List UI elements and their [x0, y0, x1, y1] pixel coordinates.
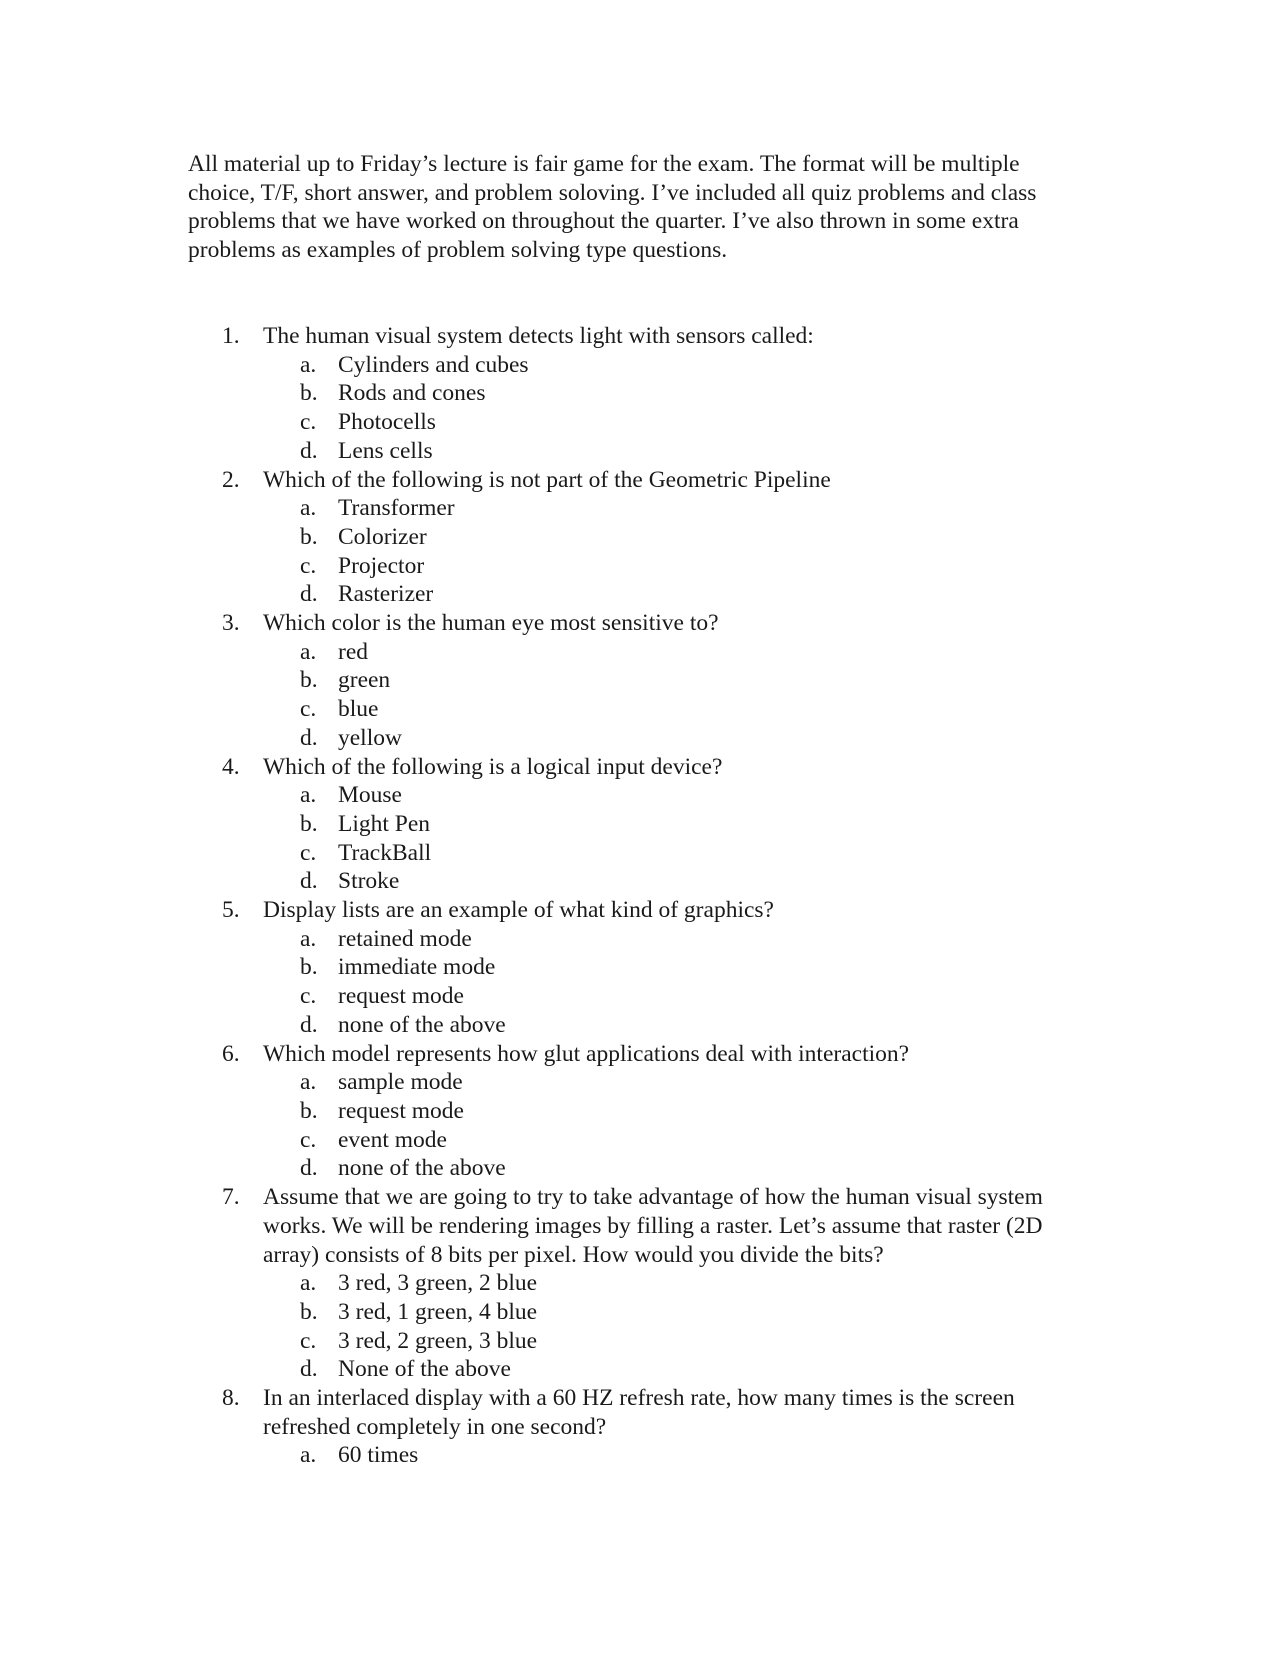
- option-text: Transformer: [338, 495, 455, 522]
- question-text: In an interlaced display with a 60 HZ refresh rate, how many times is the screen refreshed completely in one second?: [263, 1385, 1015, 1440]
- option-list: [263, 1068, 1100, 1183]
- option-text: 3 red, 1 green, 4 blue: [338, 1298, 538, 1325]
- question-number: 4.: [222, 753, 240, 780]
- option-letter: a.: [300, 782, 317, 809]
- answer-option: [263, 552, 1100, 581]
- answer-option: [263, 839, 1100, 868]
- option-letter: d.: [300, 868, 318, 895]
- question-list: [220, 322, 1100, 1470]
- question-item: [220, 753, 1100, 897]
- option-text: none of the above: [338, 1011, 506, 1038]
- option-text: retained mode: [338, 925, 472, 952]
- answer-option: [263, 695, 1100, 724]
- answer-option: [263, 523, 1100, 552]
- option-letter: a.: [300, 1270, 317, 1297]
- option-letter: a.: [300, 495, 317, 522]
- answer-option: [263, 437, 1100, 466]
- answer-option: [263, 1441, 1100, 1470]
- option-text: Cylinders and cubes: [338, 351, 529, 378]
- option-letter: b.: [300, 1097, 318, 1124]
- option-text: TrackBall: [338, 839, 432, 866]
- answer-option: [263, 494, 1100, 523]
- option-letter: a.: [300, 351, 317, 378]
- question-text: The human visual system detects light with sensors called:: [263, 323, 814, 349]
- answer-option: [263, 1011, 1100, 1040]
- option-list: [263, 351, 1100, 466]
- option-letter: c.: [300, 1327, 317, 1354]
- option-letter: c.: [300, 1126, 317, 1153]
- question-item: [220, 896, 1100, 1040]
- option-text: Stroke: [338, 868, 400, 895]
- question-text: Which color is the human eye most sensitive to?: [263, 610, 719, 637]
- answer-option: [263, 982, 1100, 1011]
- option-text: Projector: [338, 552, 425, 579]
- option-text: yellow: [338, 724, 402, 751]
- option-list: [263, 1441, 1100, 1470]
- option-text: Colorizer: [338, 523, 427, 550]
- option-letter: a.: [300, 925, 317, 952]
- answer-option: [263, 666, 1100, 695]
- answer-option: [263, 1298, 1100, 1327]
- option-text: 60 times: [338, 1442, 419, 1469]
- answer-option: [263, 953, 1100, 982]
- question-number: 2.: [222, 466, 240, 493]
- option-letter: a.: [300, 638, 317, 665]
- option-letter: b.: [300, 954, 318, 981]
- option-text: 3 red, 2 green, 3 blue: [338, 1327, 538, 1354]
- question-number: 8.: [222, 1385, 240, 1412]
- answer-option: [263, 1097, 1100, 1126]
- question-number: 7.: [222, 1184, 240, 1211]
- answer-option: [263, 867, 1100, 896]
- question-number: 6.: [222, 1040, 240, 1067]
- option-letter: d.: [300, 437, 318, 464]
- option-text: event mode: [338, 1126, 447, 1153]
- option-text: 3 red, 3 green, 2 blue: [338, 1270, 538, 1297]
- question-text: Which model represents how glut applications deal with interaction?: [263, 1040, 910, 1067]
- question-text: Assume that we are going to try to take advantage of how the human visual system works. We will be rendering images by filling a raster. Let’s assume that raster (2D array) consists of 8 bits per pixel. How would you divide the bits?: [263, 1184, 1043, 1268]
- option-letter: d.: [300, 724, 318, 751]
- answer-option: [263, 1327, 1100, 1356]
- question-item: [220, 609, 1100, 753]
- question-text: Which of the following is not part of the Geometric Pipeline: [263, 466, 831, 493]
- option-letter: b.: [300, 810, 318, 837]
- option-list: [263, 494, 1100, 609]
- option-text: none of the above: [338, 1155, 506, 1182]
- option-letter: b.: [300, 523, 318, 550]
- answer-option: [263, 1068, 1100, 1097]
- option-text: None of the above: [338, 1356, 511, 1383]
- answer-option: [263, 379, 1100, 408]
- question-item: [220, 322, 1100, 466]
- option-letter: b.: [300, 1298, 318, 1325]
- answer-option: [263, 1355, 1100, 1384]
- option-text: request mode: [338, 1097, 464, 1124]
- option-letter: c.: [300, 409, 317, 436]
- answer-option: [263, 638, 1100, 667]
- question-item: [220, 1183, 1100, 1384]
- answer-option: [263, 1154, 1100, 1183]
- option-letter: c.: [300, 839, 317, 866]
- option-text: blue: [338, 696, 379, 723]
- question-number: 5.: [222, 897, 240, 924]
- option-letter: c.: [300, 696, 317, 723]
- question-item: [220, 1040, 1100, 1184]
- answer-option: [263, 580, 1100, 609]
- option-letter: a.: [300, 1069, 317, 1096]
- option-list: [263, 1269, 1100, 1384]
- option-text: Photocells: [338, 409, 436, 436]
- question-number: 1.: [222, 323, 240, 349]
- answer-option: [263, 810, 1100, 839]
- option-letter: b.: [300, 667, 318, 694]
- answer-option: [263, 351, 1100, 380]
- option-list: [263, 781, 1100, 896]
- question-item: [220, 466, 1100, 610]
- option-text: green: [338, 667, 391, 694]
- option-text: Light Pen: [338, 810, 431, 837]
- option-letter: b.: [300, 380, 318, 407]
- option-letter: d.: [300, 581, 318, 608]
- option-letter: a.: [300, 1442, 317, 1469]
- question-text: Display lists are an example of what kind of graphics?: [263, 897, 774, 924]
- question-text: Which of the following is a logical input device?: [263, 753, 723, 780]
- option-letter: c.: [300, 552, 317, 579]
- option-text: Rasterizer: [338, 581, 434, 608]
- option-text: Lens cells: [338, 437, 433, 464]
- option-letter: d.: [300, 1356, 318, 1383]
- option-text: request mode: [338, 983, 464, 1010]
- answer-option: [263, 925, 1100, 954]
- answer-option: [263, 408, 1100, 437]
- option-text: Rods and cones: [338, 380, 486, 407]
- question-item: [220, 1384, 1100, 1470]
- question-number: 3.: [222, 610, 240, 637]
- option-text: red: [338, 638, 369, 665]
- option-list: [263, 925, 1100, 1040]
- option-text: immediate mode: [338, 954, 496, 981]
- option-list: [263, 638, 1100, 753]
- intro-paragraph: All material up to Friday’s lecture is fair game for the exam. The format will be multiple choice, T/F, short answer, and problem soloving. I’ve included all quiz problems and class problems that we have worked on throughout the quarter. I’ve also thrown in some extra problems as examples of problem solving type questions.: [188, 151, 1037, 264]
- option-letter: c.: [300, 983, 317, 1010]
- answer-option: [263, 1269, 1100, 1298]
- option-text: Mouse: [338, 782, 402, 809]
- option-letter: d.: [300, 1011, 318, 1038]
- answer-option: [263, 724, 1100, 753]
- answer-option: [263, 1126, 1100, 1155]
- answer-option: [263, 781, 1100, 810]
- option-letter: d.: [300, 1155, 318, 1182]
- option-text: sample mode: [338, 1069, 463, 1096]
